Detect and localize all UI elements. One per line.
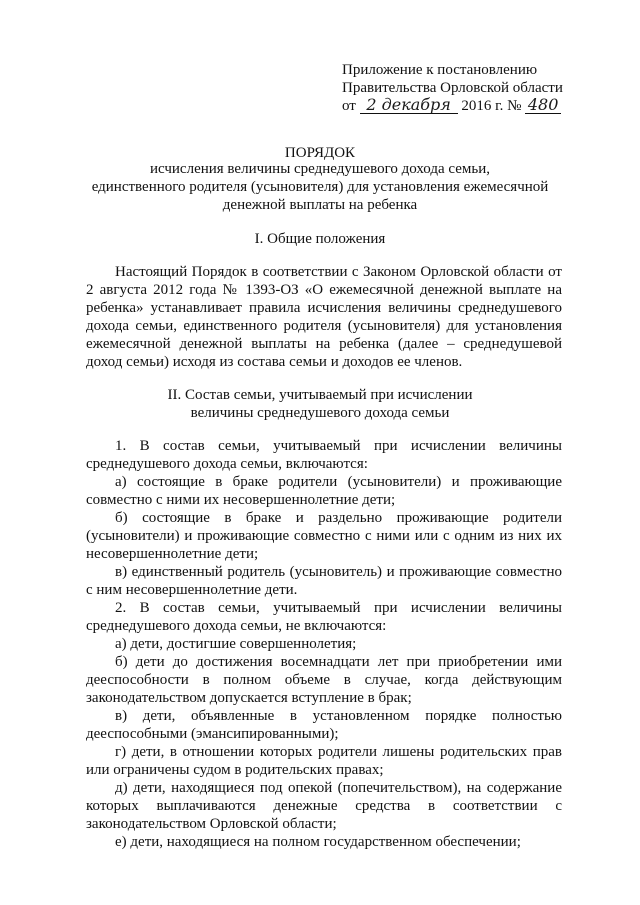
section-1-heading: I. Общие положения [254,231,386,247]
section-1-body [86,263,562,371]
item-2a: а) дети, достигшие совершеннолетия; [115,636,357,652]
paragraph-2-intro: 2. В состав семьи, учитываемый при исчислении величины среднедушевого дохода семьи, не включаются: [86,600,562,634]
handwritten-date: 2 декабря [360,97,458,114]
item-2b: б) дети до достижения восемнадцати лет при приобретении ими дееспособности в полном объеме в случае, когда действующим законодательством допускается вступление в брак; [86,654,562,706]
section-2-heading-line-2: величины среднедушевого дохода семьи [190,405,450,421]
item-2v: в) дети, объявленные в установленном порядке полностью дееспособными (эмансипированными); [86,708,562,742]
document-subtitle [0,160,640,214]
section-2-body [86,437,562,851]
approval-line-3 [342,97,602,115]
document-title: ПОРЯДОК [284,145,356,161]
section-2-heading [0,386,640,422]
subtitle-line-3: денежной выплаты на ребенка [222,197,418,213]
subtitle-line-2: единственного родителя (усыновителя) для установления ежемесячной [91,179,549,195]
approval-line-2: Правительства Орловской области [342,80,563,96]
paragraph-1-intro: 1. В состав семьи, учитываемый при исчислении величины среднедушевого дохода семьи, включаются: [86,438,562,472]
approval-line-1: Приложение к постановлению [342,62,538,78]
item-2e: е) дети, находящиеся на полном государственном обеспечении; [115,834,521,850]
approval-from-label: от [342,98,356,114]
item-1b: б) состоящие в браке и раздельно проживающие родители (усыновители) и проживающие совместно с ними или с одним из них их несовершеннолетние дети; [86,510,562,562]
item-1v: в) единственный родитель (усыновитель) и проживающие совместно с ним несовершеннолетние дети. [86,564,562,598]
item-1a: а) состоящие в браке родители (усыновители) и проживающие совместно с ними их несовершеннолетние дети; [86,474,562,508]
approval-year-text: 2016 г. № [461,98,522,114]
section-2-heading-line-1: II. Состав семьи, учитываемый при исчислении [167,387,473,403]
section-1-paragraph: Настоящий Порядок в соответствии с Законом Орловской области от 2 августа 2012 года № 1393-ОЗ «О ежемесячной денежной выплате на ребенка» устанавливает правила исчисления величины среднедушевого дохода семьи, единственного родителя (усыновителя) для установления ежемесячной денежной выплаты на ребенка (далее – среднедушевой доход семьи) исходя из состава семьи и доходов ее членов. [86,264,562,370]
subtitle-line-1: исчисления величины среднедушевого дохода семьи, [149,161,491,177]
approval-block [342,61,602,115]
handwritten-number: 480 [525,97,561,114]
item-2g: г) дети, в отношении которых родители лишены родительских прав или ограничены судом в родительских правах; [86,744,562,778]
item-2d: д) дети, находящиеся под опекой (попечительством), на содержание которых выплачиваются денежные средства в соответствии с законодательством Орловской области; [86,780,562,832]
